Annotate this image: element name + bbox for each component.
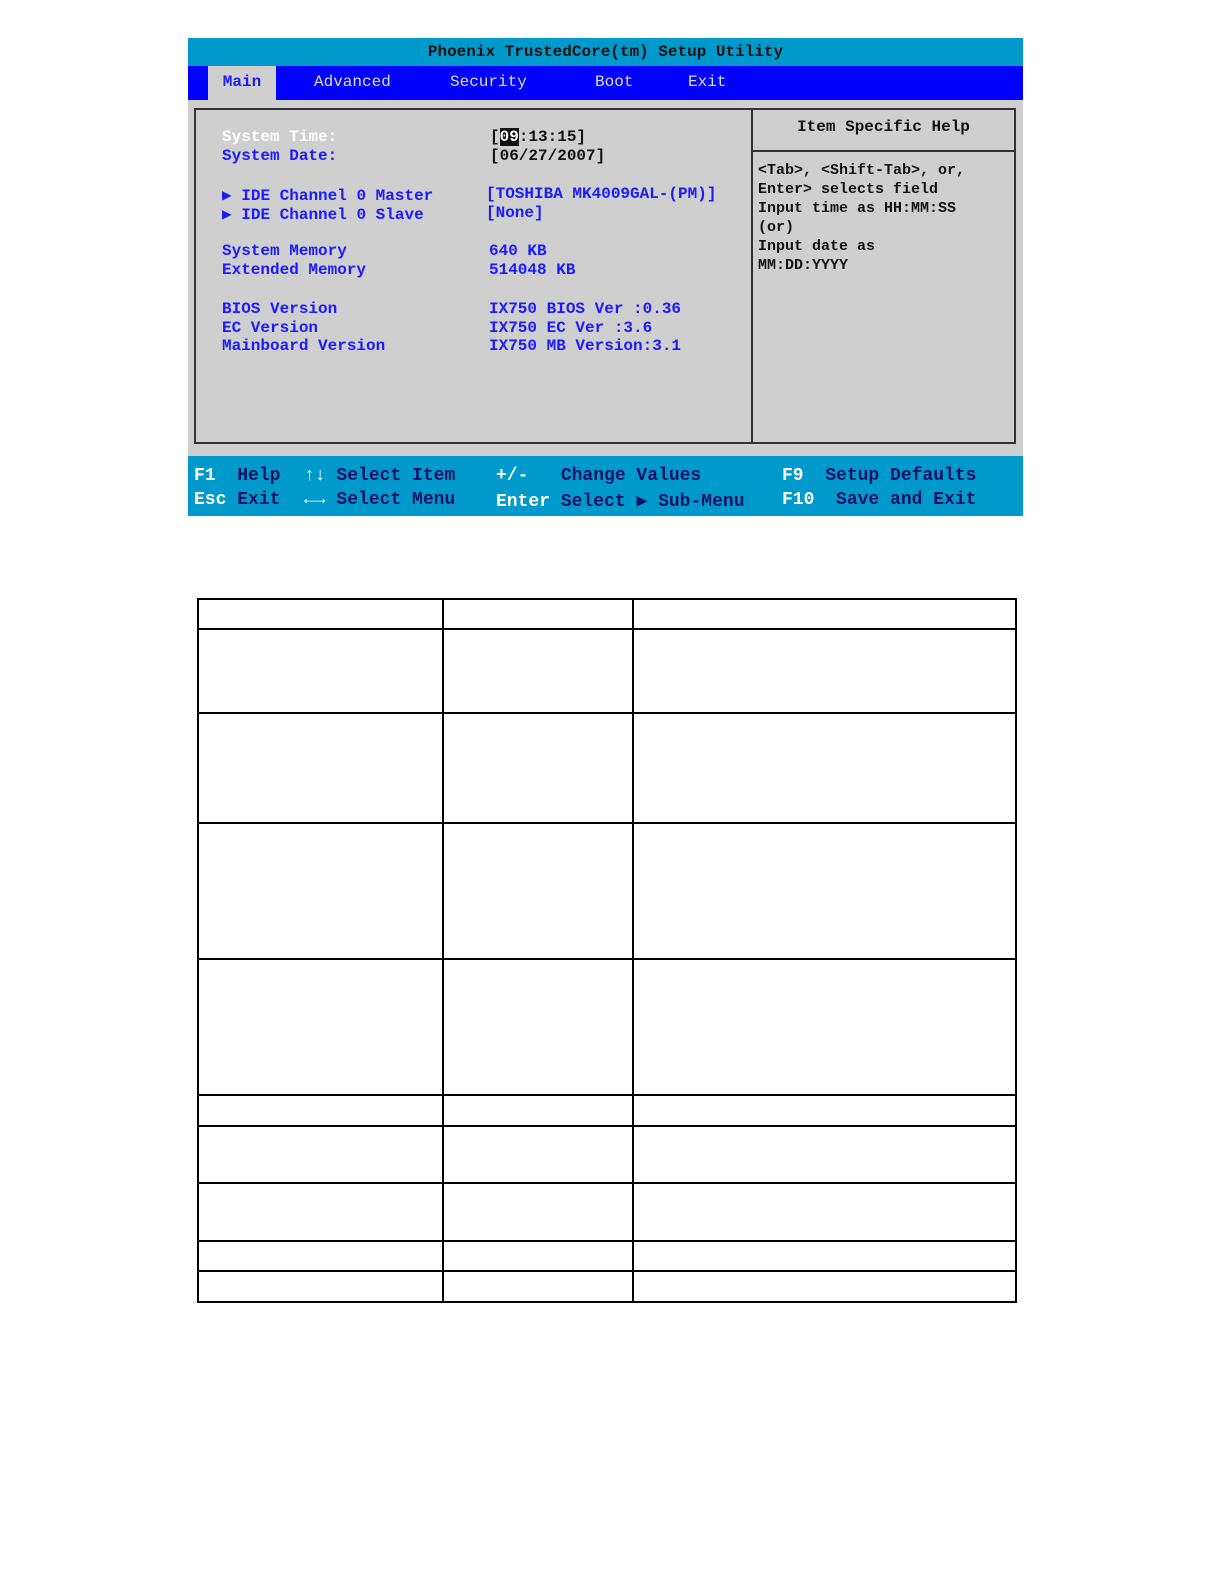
ec-version-label: EC Version	[222, 319, 319, 337]
table-row	[198, 823, 1016, 959]
system-time-bracket-open: [	[490, 128, 500, 146]
table-cell	[633, 1183, 1016, 1241]
key-desc: Setup Defaults	[825, 466, 977, 486]
f1-help-key[interactable]	[194, 466, 280, 486]
tab-exit[interactable]: Exit	[688, 73, 727, 91]
table-cell	[198, 629, 443, 713]
key-desc: Help	[237, 466, 281, 486]
key-desc: Select ▶ Sub-Menu	[560, 492, 745, 512]
select-item-key[interactable]	[304, 466, 455, 486]
esc-exit-key[interactable]	[194, 490, 280, 510]
table-cell	[443, 1241, 633, 1271]
key-desc: Select Menu	[336, 490, 456, 510]
ide-slave-item[interactable]: ▶ IDE Channel 0 Slave	[222, 206, 424, 224]
arrows-updown-icon: ↑↓	[304, 466, 326, 486]
menu-bar	[188, 66, 1023, 100]
mainboard-version-value: IX750 MB Version:3.1	[489, 337, 682, 355]
extended-memory-label: Extended Memory	[222, 261, 367, 279]
help-line: MM:DD:YYYY	[758, 257, 849, 274]
table-row	[198, 1126, 1016, 1183]
help-line: (or)	[758, 219, 795, 236]
arrows-leftright-icon: ←→	[304, 490, 326, 510]
select-menu-key[interactable]	[304, 490, 455, 510]
table-cell	[443, 1126, 633, 1183]
table-cell	[633, 629, 1016, 713]
change-values-key[interactable]	[496, 466, 701, 486]
table-row	[198, 1183, 1016, 1241]
table-cell	[443, 823, 633, 959]
help-line: Enter> selects field	[758, 181, 939, 198]
system-date-label[interactable]: System Date:	[222, 147, 338, 165]
table-cell	[443, 1095, 633, 1126]
help-line: Input date as	[758, 238, 876, 255]
tab-security[interactable]: Security	[450, 73, 527, 91]
table-row	[198, 1271, 1016, 1302]
key-legend-bar	[188, 456, 1023, 516]
key-desc: Save and Exit	[836, 490, 977, 510]
table-cell	[198, 823, 443, 959]
table-row	[198, 629, 1016, 713]
system-memory-value: 640 KB	[489, 242, 547, 260]
key-desc: Exit	[237, 490, 281, 510]
table-cell	[198, 1095, 443, 1126]
table-row	[198, 959, 1016, 1095]
ide-master-value: [TOSHIBA MK4009GAL-(PM)]	[486, 185, 717, 203]
table-cell	[633, 959, 1016, 1095]
tab-boot[interactable]: Boot	[595, 73, 634, 91]
key-label: F9	[782, 466, 804, 486]
f10-save-exit-key[interactable]	[782, 490, 976, 510]
table-cell	[443, 959, 633, 1095]
table-cell	[198, 1183, 443, 1241]
bios-version-label: BIOS Version	[222, 300, 338, 318]
tab-main[interactable]: Main	[208, 66, 276, 100]
table-cell	[633, 1095, 1016, 1126]
table-cell	[198, 1241, 443, 1271]
table-row	[198, 599, 1016, 629]
system-time-label[interactable]: System Time:	[222, 128, 338, 146]
bios-setup-screen	[188, 38, 1023, 516]
table-cell	[443, 1271, 633, 1302]
table-cell	[443, 599, 633, 629]
system-time-hour-field[interactable]: 09	[499, 128, 519, 146]
table-row	[198, 1241, 1016, 1271]
f9-defaults-key[interactable]	[782, 466, 976, 486]
tab-advanced[interactable]: Advanced	[314, 73, 391, 91]
table-cell	[633, 599, 1016, 629]
key-label: Esc	[194, 490, 227, 510]
help-line: Input time as HH:MM:SS	[758, 200, 957, 217]
table-cell	[633, 1271, 1016, 1302]
table-cell	[198, 713, 443, 823]
table-cell	[443, 629, 633, 713]
enter-submenu-key[interactable]	[496, 490, 745, 512]
table-cell	[443, 1183, 633, 1241]
system-date-value[interactable]: [06/27/2007]	[490, 147, 606, 165]
key-desc: Select Item	[336, 466, 456, 486]
mainboard-version-label: Mainboard Version	[222, 337, 386, 355]
bios-version-value: IX750 BIOS Ver :0.36	[489, 300, 682, 318]
table-cell	[633, 713, 1016, 823]
help-line: <Tab>, <Shift-Tab>, or,	[758, 162, 966, 179]
ide-master-item[interactable]: ▶ IDE Channel 0 Master	[222, 187, 434, 205]
key-label: F10	[782, 490, 815, 510]
table-row	[198, 1095, 1016, 1126]
empty-document-table	[197, 598, 1017, 1303]
table-cell	[198, 1126, 443, 1183]
help-divider	[753, 150, 1014, 152]
key-label: +/-	[496, 466, 529, 486]
table-cell	[633, 823, 1016, 959]
key-desc: Change Values	[560, 466, 702, 486]
table-row	[198, 713, 1016, 823]
table-cell	[633, 1241, 1016, 1271]
system-memory-label: System Memory	[222, 242, 347, 260]
table-cell	[633, 1126, 1016, 1183]
table-cell	[198, 599, 443, 629]
table-cell	[198, 959, 443, 1095]
help-title: Item Specific Help	[797, 118, 970, 136]
window-title: Phoenix TrustedCore(tm) Setup Utility	[188, 38, 1023, 66]
main-panel	[194, 108, 1016, 444]
key-label: F1	[194, 466, 216, 486]
panel-divider	[751, 110, 753, 442]
ide-slave-value: [None]	[486, 204, 544, 222]
ec-version-value: IX750 EC Ver :3.6	[489, 319, 653, 337]
key-label: Enter	[496, 492, 551, 512]
extended-memory-value: 514048 KB	[489, 261, 576, 279]
system-time-rest: :13:15]	[518, 128, 587, 146]
table-cell	[198, 1271, 443, 1302]
table-cell	[443, 713, 633, 823]
system-time-value[interactable]	[490, 128, 586, 146]
